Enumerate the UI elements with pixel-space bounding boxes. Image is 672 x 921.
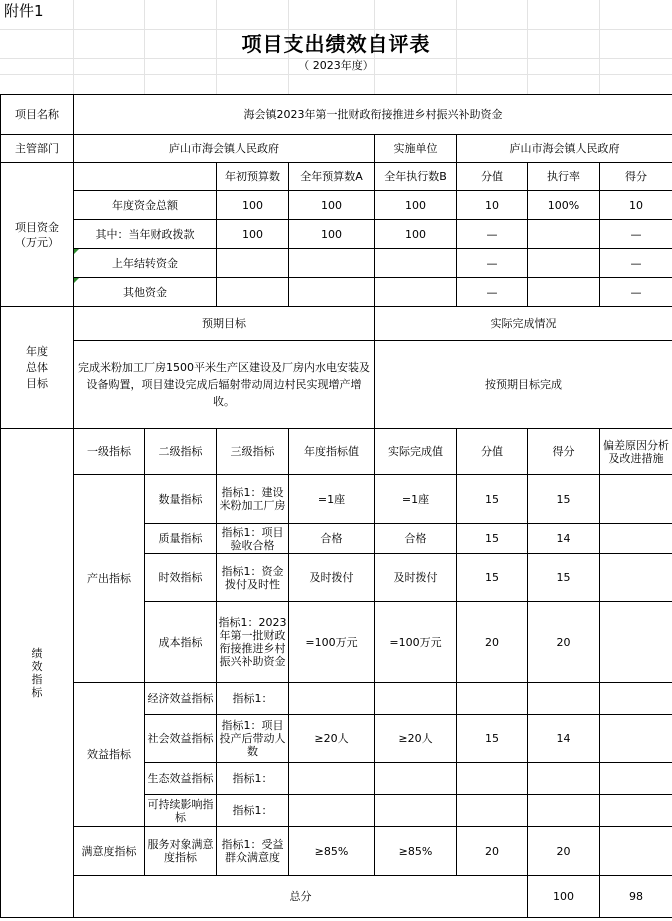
indicator-score-value: 20 <box>457 602 528 683</box>
indicator-level3: 指标1：项目验收合格 <box>217 524 289 554</box>
indicator-deviation <box>600 524 672 554</box>
indicator-target: 及时拨付 <box>289 554 375 602</box>
expected-goal-text: 完成米粉加工厂房1500平米生产区建设及厂房内水电安装及设备购置，项目建设完成后辐射带动周边村民实现增产增收。 <box>74 341 375 429</box>
indicator-level3: 指标1：建设米粉加工厂房 <box>217 475 289 524</box>
indicator-score-value: 15 <box>457 715 528 763</box>
funds-row-label: 其中：当年财政拨款 <box>74 220 217 249</box>
actual-completion-header: 实际完成情况 <box>375 307 672 341</box>
indicator-score: 20 <box>528 827 600 876</box>
funds-row-score: — <box>600 220 672 249</box>
indicator-level3: 指标1： <box>217 683 289 715</box>
indicator-level2: 数量指标 <box>145 475 217 524</box>
indicator-score: 15 <box>528 475 600 524</box>
indicator-level1: 产出指标 <box>74 475 145 683</box>
indicator-deviation <box>600 715 672 763</box>
funds-row-score: 10 <box>600 191 672 220</box>
indicator-actual <box>375 763 457 795</box>
indicator-score-value <box>457 795 528 827</box>
indicator-deviation <box>600 827 672 876</box>
indicator-deviation <box>600 602 672 683</box>
indicator-target <box>289 763 375 795</box>
funds-header-score: 得分 <box>600 163 672 191</box>
indicator-actual: 及时拨付 <box>375 554 457 602</box>
indicator-header-level2: 二级指标 <box>145 429 217 475</box>
indicator-actual <box>375 683 457 715</box>
indicator-actual: =1座 <box>375 475 457 524</box>
indicator-target <box>289 795 375 827</box>
indicator-level2: 社会效益指标 <box>145 715 217 763</box>
indicator-actual: ≥20人 <box>375 715 457 763</box>
indicator-level3: 指标1：项目投产后带动人数 <box>217 715 289 763</box>
department-value: 庐山市海会镇人民政府 <box>74 135 375 163</box>
indicator-level3: 指标1： <box>217 795 289 827</box>
indicator-target <box>289 683 375 715</box>
project-name-value: 海会镇2023年第一批财政衔接推进乡村振兴补助资金 <box>74 95 672 135</box>
funds-row-annual: 100 <box>289 220 375 249</box>
indicator-deviation <box>600 763 672 795</box>
indicator-level2: 质量指标 <box>145 524 217 554</box>
indicator-actual: ≥85% <box>375 827 457 876</box>
indicator-score: 20 <box>528 602 600 683</box>
indicator-score-value: 20 <box>457 827 528 876</box>
indicator-actual <box>375 795 457 827</box>
indicator-level2: 成本指标 <box>145 602 217 683</box>
total-score: 98 <box>600 876 672 918</box>
funds-label: 项目资金 （万元） <box>1 163 74 307</box>
funds-header-annual: 全年预算数A <box>289 163 375 191</box>
indicator-level3: 指标1：资金拨付及时性 <box>217 554 289 602</box>
indicator-header-deviation: 偏差原因分析及改进措施 <box>600 429 672 475</box>
funds-row-initial <box>217 249 289 278</box>
indicator-score <box>528 683 600 715</box>
funds-row-rate <box>528 220 600 249</box>
indicator-score-value <box>457 683 528 715</box>
funds-header-rate: 执行率 <box>528 163 600 191</box>
indicator-target: =1座 <box>289 475 375 524</box>
indicator-level2: 服务对象满意度指标 <box>145 827 217 876</box>
funds-row-rate <box>528 278 600 307</box>
indicator-header-target: 年度指标值 <box>289 429 375 475</box>
evaluation-table <box>0 94 672 918</box>
indicator-level2: 经济效益指标 <box>145 683 217 715</box>
indicator-level1: 效益指标 <box>74 683 145 827</box>
indicator-deviation <box>600 554 672 602</box>
funds-row-score-value: — <box>457 220 528 249</box>
indicator-deviation <box>600 683 672 715</box>
funds-row-score: — <box>600 278 672 307</box>
indicator-target: ≥20人 <box>289 715 375 763</box>
indicator-header-level3: 三级指标 <box>217 429 289 475</box>
indicator-level2: 时效指标 <box>145 554 217 602</box>
indicator-level1: 满意度指标 <box>74 827 145 876</box>
indicator-deviation <box>600 475 672 524</box>
indicator-target: 合格 <box>289 524 375 554</box>
annual-goal-label: 年度 总体 目标 <box>1 307 74 429</box>
funds-row-executed <box>375 249 457 278</box>
attachment-label: 附件1 <box>4 2 44 20</box>
indicator-level3: 指标1：2023年第一批财政衔接推进乡村振兴补助资金 <box>217 602 289 683</box>
project-name-label: 项目名称 <box>1 95 74 135</box>
funds-row-initial: 100 <box>217 191 289 220</box>
indicator-header-score: 得分 <box>528 429 600 475</box>
funds-header-initial: 年初预算数 <box>217 163 289 191</box>
indicator-actual: 合格 <box>375 524 457 554</box>
report-year: （ 2023年度） <box>298 59 374 72</box>
indicator-score-value: 15 <box>457 475 528 524</box>
indicator-level3: 指标1： <box>217 763 289 795</box>
indicator-score-value <box>457 763 528 795</box>
funds-row-label: 其他资金 <box>74 278 217 307</box>
expected-goal-header: 预期目标 <box>74 307 375 341</box>
indicator-deviation <box>600 795 672 827</box>
funds-row-score-value: 10 <box>457 191 528 220</box>
indicator-header-level1: 一级指标 <box>74 429 145 475</box>
actual-completion-text: 按预期目标完成 <box>375 341 672 429</box>
funds-row-initial: 100 <box>217 220 289 249</box>
indicator-target: ≥85% <box>289 827 375 876</box>
indicator-level2: 生态效益指标 <box>145 763 217 795</box>
indicator-score-value: 15 <box>457 554 528 602</box>
indicator-target: =100万元 <box>289 602 375 683</box>
funds-row-executed: 100 <box>375 220 457 249</box>
funds-header-score-value: 分值 <box>457 163 528 191</box>
total-label: 总分 <box>74 876 528 918</box>
funds-row-executed <box>375 278 457 307</box>
indicator-level2: 可持续影响指标 <box>145 795 217 827</box>
indicator-score-value: 15 <box>457 524 528 554</box>
funds-row-rate <box>528 249 600 278</box>
indicator-actual: =100万元 <box>375 602 457 683</box>
implementing-unit-value: 庐山市海会镇人民政府 <box>457 135 672 163</box>
indicator-score: 15 <box>528 554 600 602</box>
funds-row-initial <box>217 278 289 307</box>
department-label: 主管部门 <box>1 135 74 163</box>
indicator-score <box>528 795 600 827</box>
indicator-score: 14 <box>528 715 600 763</box>
indicator-header-score-value: 分值 <box>457 429 528 475</box>
funds-row-annual <box>289 249 375 278</box>
funds-header-executed: 全年执行数B <box>375 163 457 191</box>
funds-row-score-value: — <box>457 249 528 278</box>
funds-row-label: 年度资金总额 <box>74 191 217 220</box>
indicator-header-actual: 实际完成值 <box>375 429 457 475</box>
implementing-unit-label: 实施单位 <box>375 135 457 163</box>
funds-header-blank <box>74 163 217 191</box>
page-title: 项目支出绩效自评表 <box>241 32 431 56</box>
indicators-label: 绩 效 指 标 <box>1 429 74 918</box>
indicator-level3: 指标1：受益群众满意度 <box>217 827 289 876</box>
indicator-score <box>528 763 600 795</box>
indicator-score: 14 <box>528 524 600 554</box>
total-score-value: 100 <box>528 876 600 918</box>
funds-row-executed: 100 <box>375 191 457 220</box>
funds-row-annual <box>289 278 375 307</box>
funds-row-score: — <box>600 249 672 278</box>
funds-row-annual: 100 <box>289 191 375 220</box>
funds-row-rate: 100% <box>528 191 600 220</box>
funds-row-score-value: — <box>457 278 528 307</box>
funds-row-label: 上年结转资金 <box>74 249 217 278</box>
